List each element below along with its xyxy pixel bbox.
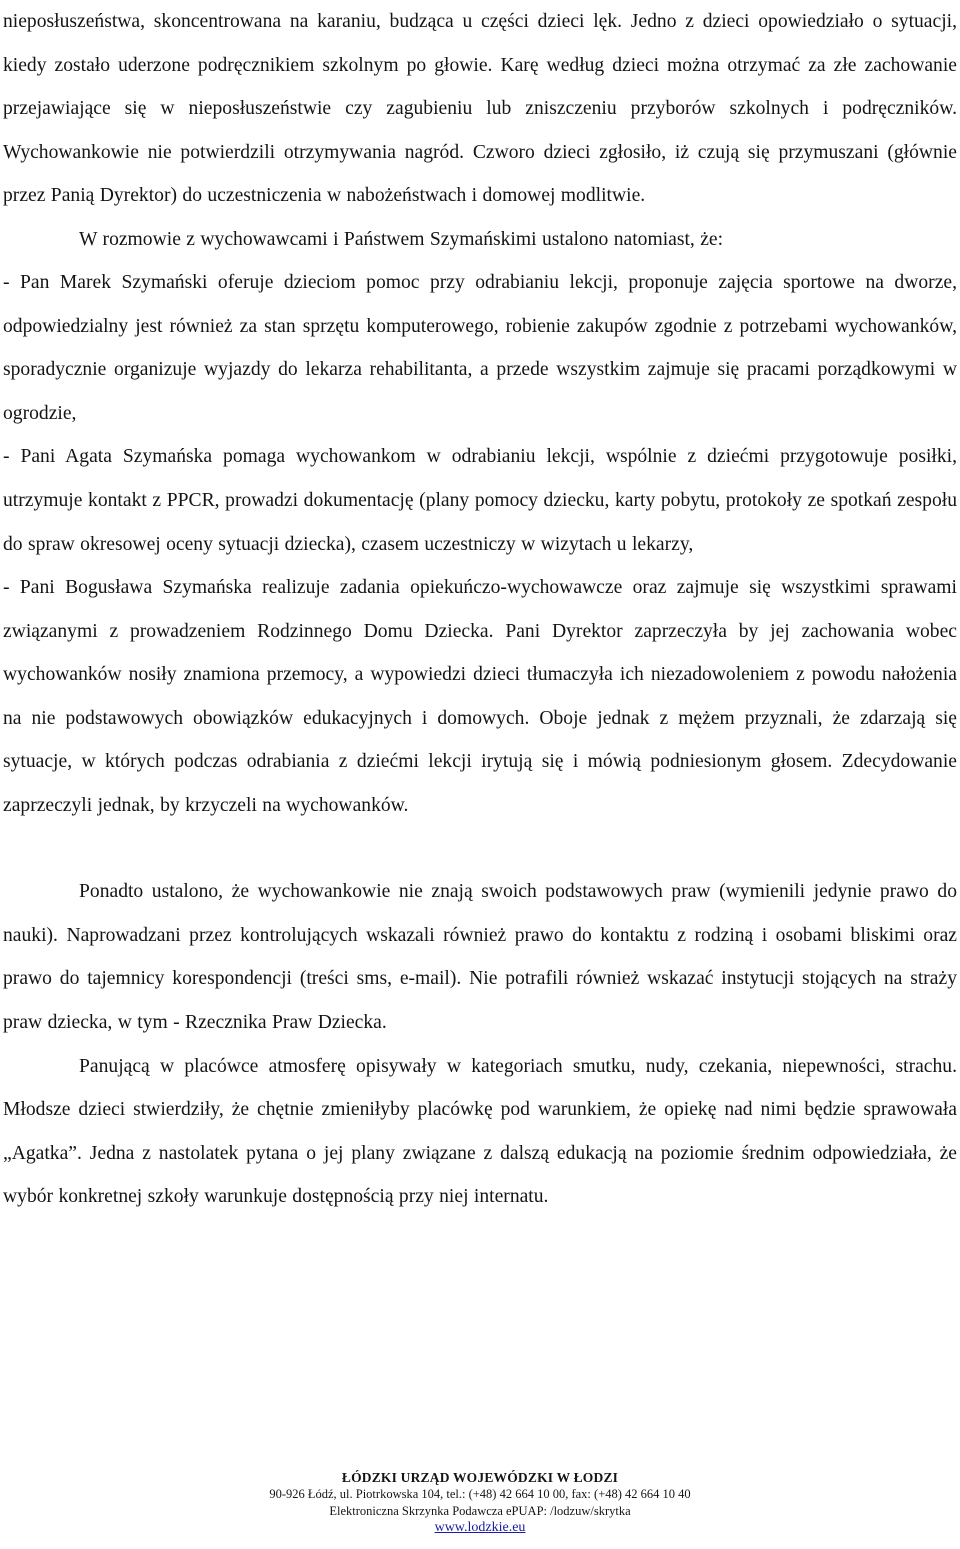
footer-website-link[interactable]: www.lodzkie.eu: [434, 1520, 526, 1535]
list-item-marek-szymanski: - Pan Marek Szymański oferuje dzieciom pomoc przy odrabianiu lekcji, proponuje zajęcia sportowe na dworze, odpowiedzialny jest również za stan sprzętu komputerowego, robienie zakupów zgodnie z potrzebami wychowanków, sporadycznie organizuje wyjazdy do lekarza rehabilitanta, a przede wszystkim zajmuje się pracami porządkowymi w ogrodzie,: [3, 272, 957, 424]
list-item-boguslawa-szymanska: - Pani Bogusława Szymańska realizuje zadania opiekuńczo-wychowawcze oraz zajmuje się wszystkimi sprawami związanymi z prowadzeniem Rodzinnego Domu Dziecka. Pani Dyrektor zaprzeczyła by jej zachowania wobec wychowanków nosiły znamiona przemocy, a wypowiedzi dzieci tłumaczyła ich niezadowoleniem z powodu nałożenia na nie podstawowych obowiązków edukacyjnych i domowych. Oboje jednak z mężem przyznali, że zdarzają się sytuacje, w których podczas odrabiania z dziećmi lekcji irytują się i mówią podniesionym głosem. Zdecydowanie zaprzeczyli jednak, by krzyczeli na wychowanków.: [3, 577, 957, 816]
footer-epuap: Elektroniczna Skrzynka Podawcza ePUAP: /lodzuw/skrytka: [329, 1503, 631, 1518]
document-page: [3, 0, 957, 1219]
list-item-agata-szymanska: - Pani Agata Szymańska pomaga wychowankom w odrabianiu lekcji, wspólnie z dziećmi przygotowuje posiłki, utrzymuje kontakt z PPCR, prowadzi dokumentację (plany pomocy dziecku, karty pobytu, protokoły ze spotkań zespołu do spraw okresowej oceny sytuacji dziecka), czasem uczestniczy w wizytach u lekarzy,: [3, 446, 957, 555]
paragraph-discipline: nieposłuszeństwa, skoncentrowana na karaniu, budząca u części dzieci lęk. Jedno z dzieci opowiedziało o sytuacji, kiedy zostało uderzone podręcznikiem szkolnym po głowie. Karę według dzieci można otrzymać za złe zachowanie przejawiające się w nieposłuszeństwie czy zagubieniu lub zniszczeniu przyborów szkolnych i podręczników. Wychowankowie nie potwierdzili otrzymywania nagród. Czworo dzieci zgłosiło, iż czują się przymuszani (głównie przez Panią Dyrektor) do uczestniczenia w nabożeństwach i domowej modlitwie.: [3, 11, 957, 207]
footer-organization: ŁÓDZKI URZĄD WOJEWÓDZKI W ŁODZI: [341, 1470, 619, 1485]
page-footer: [0, 1470, 960, 1536]
paragraph-children-rights: Ponadto ustalono, że wychowankowie nie znają swoich podstawowych praw (wymienili jedynie prawo do nauki). Naprowadzani przez kontrolujących wskazali również prawo do kontaktu z rodziną i osobami bliskimi oraz prawo do tajemnicy korespondencji (treści sms, e-mail). Nie potrafili również wskazać instytucji stojących na straży praw dziecka, w tym - Rzecznika Praw Dziecka.: [3, 881, 957, 1034]
paragraph-interview-intro: W rozmowie z wychowawcami i Państwem Szymańskimi ustalono natomiast, że:: [79, 228, 724, 250]
paragraph-atmosphere: Panującą w placówce atmosferę opisywały w kategoriach smutku, nudy, czekania, niepewności, strachu. Młodsze dzieci stwierdziły, że chętnie zmieniłyby placówkę pod warunkiem, że opiekę nad nimi będzie sprawowała „Agatka”. Jedna z nastolatek pytana o jej plany związane z dalszą edukacją na poziomie średnim odpowiedziała, że wybór konkretnej szkoły warunkuje dostępnością przy niej internatu.: [3, 1055, 957, 1208]
footer-address: 90-926 Łódź, ul. Piotrkowska 104, tel.: (+48) 42 664 10 00, fax: (+48) 42 664 10 40: [269, 1487, 691, 1501]
